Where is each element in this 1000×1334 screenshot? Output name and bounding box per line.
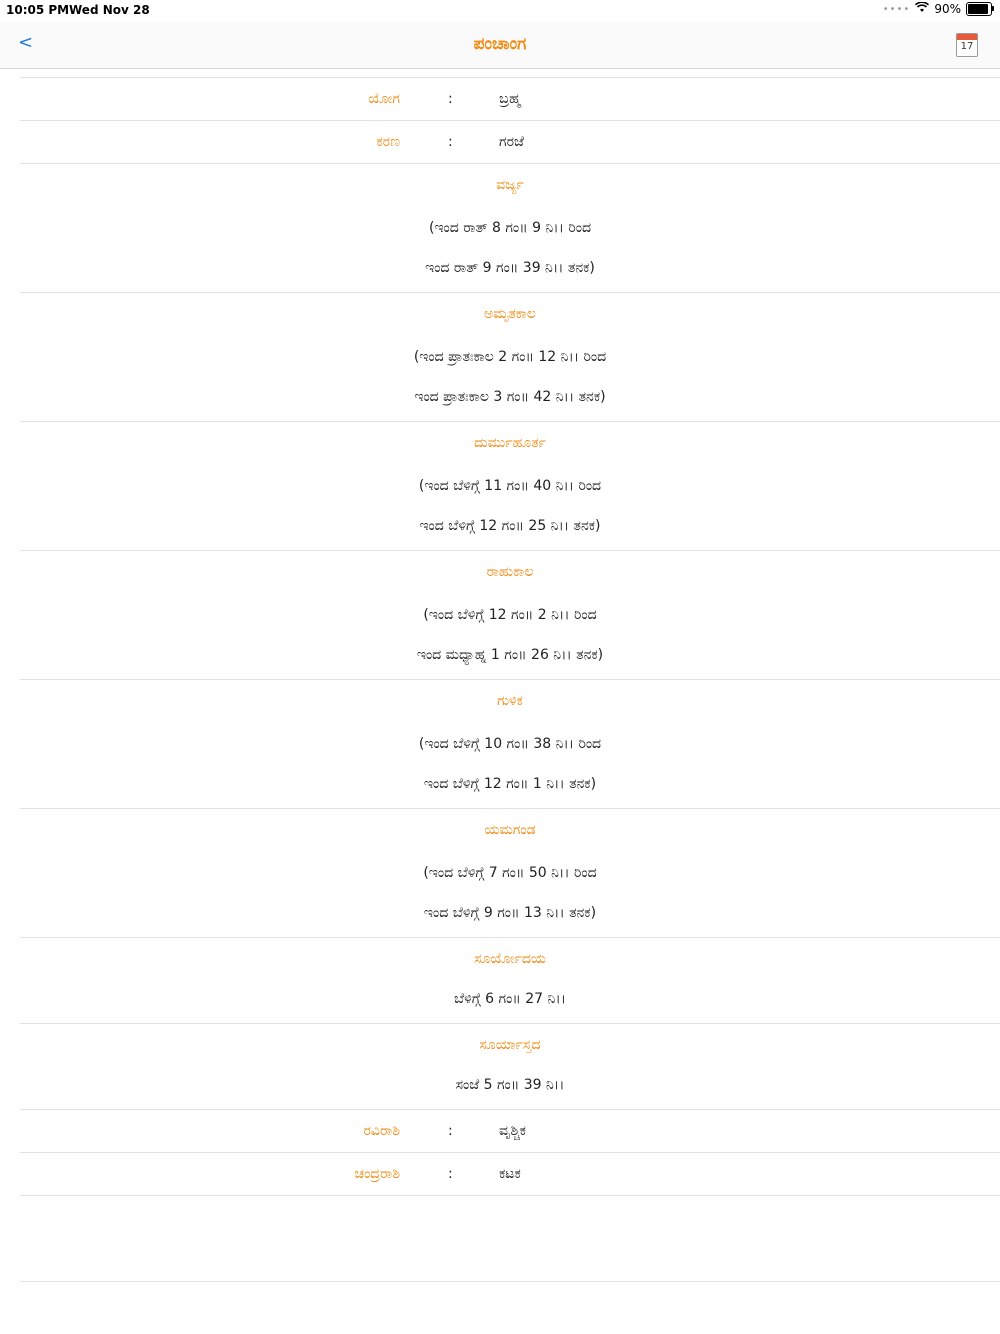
battery-percent: 90% [934, 2, 961, 16]
row-label: ಯೋಗ [368, 91, 400, 107]
row-label: ರವಿರಾಶಿ [363, 1123, 400, 1139]
block-title: ಯಮಗಂಡ [484, 822, 536, 838]
row-label: ಚಂದ್ರರಾಶಿ [354, 1166, 400, 1182]
block-gulika [20, 680, 1000, 809]
block-yamaganda [20, 809, 1000, 938]
status-bar [0, 0, 1000, 22]
block-title: ದುರ್ಮುಹೂರ್ತ [474, 435, 546, 451]
row-value: ಬ್ರಹ್ಮ [499, 91, 521, 107]
block-varjya [20, 164, 1000, 293]
row-karana [20, 121, 1000, 164]
block-title: ಸೂರ್ಯೋದಯ [474, 951, 546, 967]
block-title: ಸೂರ್ಯಾಸ್ತದ [479, 1037, 541, 1053]
block-line: ಇಂದ ಪ್ರಾತಃಕಾಲ 3 ಗಂ॥ 42 ನಿ।। ತನಕ) [414, 389, 606, 405]
calendar-day: 17 [960, 41, 974, 52]
block-line: (ಇಂದ ಬೆಳಿಗ್ಗೆ 7 ಗಂ॥ 50 ನಿ।। ರಿಂದ [423, 865, 597, 881]
row-ravirashi [20, 1110, 1000, 1153]
navigation-bar [0, 22, 1000, 69]
row-colon: : [448, 1166, 453, 1182]
block-line: ಇಂದ ಬೆಳಿಗ್ಗೆ 9 ಗಂ॥ 13 ನಿ।। ತನಕ) [423, 905, 597, 921]
row-colon: : [448, 134, 453, 150]
signal-icon: •••• [882, 3, 911, 15]
status-time: 10:05 PM [6, 3, 70, 17]
block-durmuhurta [20, 422, 1000, 551]
row-yoga [20, 78, 1000, 121]
back-button[interactable]: < [18, 32, 34, 53]
row-value: ವೃಶ್ಚಿಕ [499, 1123, 526, 1139]
battery-icon [966, 2, 992, 16]
row-value: ಕಟಕ [499, 1166, 521, 1182]
row-value: ಗರಜೆ [499, 134, 524, 150]
block-line: (ಇಂದ ಬೆಳಿಗ್ಗೆ 11 ಗಂ॥ 40 ನಿ।। ರಿಂದ [418, 478, 602, 494]
block-title: ರಾಹುಕಾಲ [486, 564, 534, 580]
block-line: ಇಂದ ಬೆಳಿಗ್ಗೆ 12 ಗಂ॥ 25 ನಿ।। ತನಕ) [419, 518, 601, 534]
block-line: (ಇಂದ ಬೆಳಿಗ್ಗೆ 12 ಗಂ॥ 2 ನಿ।। ರಿಂದ [423, 607, 597, 623]
block-line: ಇಂದ ರಾತ್ 9 ಗಂ॥ 39 ನಿ।। ತನಕ) [425, 260, 595, 276]
block-line: (ಇಂದ ಬೆಳಿಗ್ಗೆ 10 ಗಂ॥ 38 ನಿ।। ರಿಂದ [418, 736, 602, 752]
block-sunrise [20, 938, 1000, 1024]
block-rahukala [20, 551, 1000, 680]
row-colon: : [448, 91, 453, 107]
status-date: Wed Nov 28 [69, 3, 150, 17]
row-colon: : [448, 1123, 453, 1139]
panchanga-list [20, 77, 1000, 1282]
block-title: ಗುಳಿಕ [497, 693, 523, 709]
block-line: (ಇಂದ ಪ್ರಾತಃಕಾಲ 2 ಗಂ॥ 12 ನಿ।। ರಿಂದ [413, 349, 607, 365]
block-line: ಬೆಳಿಗ್ಗೆ 6 ಗಂ॥ 27 ನಿ।। [454, 991, 566, 1007]
block-sunset [20, 1024, 1000, 1110]
page-title: ಪಂಚಾಂಗ [473, 34, 527, 54]
wifi-icon [915, 2, 929, 16]
block-line: (ಇಂದ ರಾತ್ 8 ಗಂ॥ 9 ನಿ।। ರಿಂದ [428, 220, 591, 236]
row-chandrarashi [20, 1153, 1000, 1196]
block-title: ಅಮೃತಕಾಲ [484, 306, 536, 322]
block-title: ವರ್ಜ್ಯ [496, 177, 524, 193]
empty-row [20, 1196, 1000, 1282]
block-line: ಸಂಜೆ 5 ಗಂ॥ 39 ನಿ।। [455, 1077, 565, 1093]
status-indicators [883, 2, 992, 16]
row-label: ಕರಣ [376, 134, 400, 150]
block-line: ಇಂದ ಬೆಳಿಗ್ಗೆ 12 ಗಂ॥ 1 ನಿ।। ತನಕ) [423, 776, 597, 792]
calendar-icon[interactable] [956, 33, 978, 57]
block-amrutakala [20, 293, 1000, 422]
block-line: ಇಂದ ಮಧ್ಯಾಹ್ನ 1 ಗಂ॥ 26 ನಿ।। ತನಕ) [416, 647, 604, 663]
